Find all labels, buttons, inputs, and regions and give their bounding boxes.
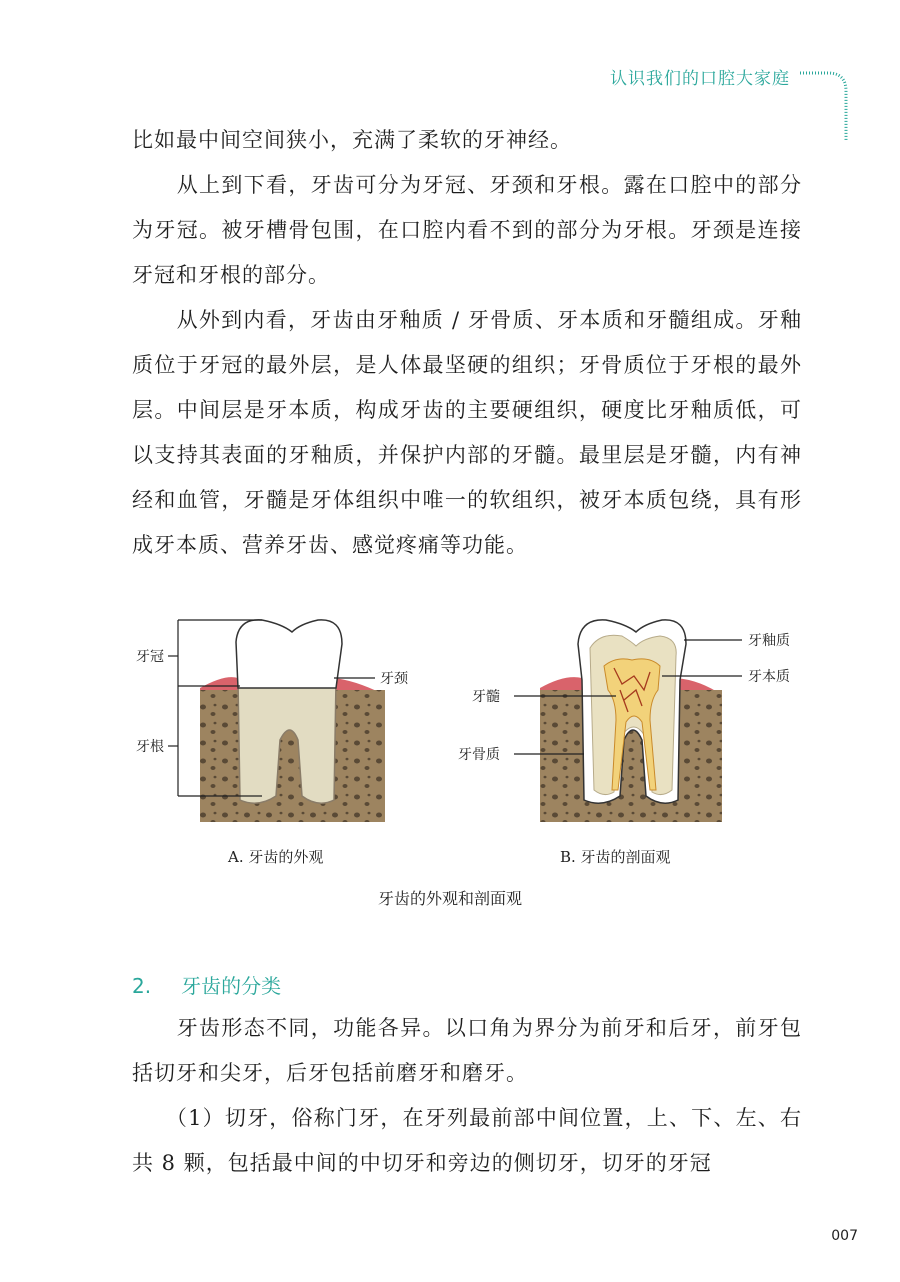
page-number: 007 xyxy=(831,1228,858,1244)
paragraph-5: （1）切牙，俗称门牙，在牙列最前部中间位置，上、下、左、右共 8 颗，包括最中间的中切牙和旁边的侧切牙，切牙的牙冠 xyxy=(132,1106,802,1175)
figure-title: 牙齿的外观和剖面观 xyxy=(377,889,522,908)
label-crown: 牙冠 xyxy=(136,649,164,665)
caption-b: B. 牙齿的剖面观 xyxy=(560,848,671,866)
label-root: 牙根 xyxy=(136,739,164,755)
label-neck: 牙颈 xyxy=(380,671,408,687)
running-header: 认识我们的口腔大家庭 xyxy=(610,69,790,89)
label-pulp: 牙髓 xyxy=(472,689,500,705)
paragraph-2: 从上到下看，牙齿可分为牙冠、牙颈和牙根。露在口腔中的部分为牙冠。被牙槽骨包围，在口腔内看不到的部分为牙根。牙颈是连接牙冠和牙根的部分。 xyxy=(132,173,802,287)
caption-a: A. 牙齿的外观 xyxy=(228,848,324,866)
tooth-figure xyxy=(0,600,900,840)
paragraph-3: 从外到内看，牙齿由牙釉质 / 牙骨质、牙本质和牙髓组成。牙釉质位于牙冠的最外层，是人体最坚硬的组织；牙骨质位于牙根的最外层。中间层是牙本质，构成牙齿的主要硬组织，硬度比牙釉质低，可以支持其表面的牙釉质，并保护内部的牙髓。最里层是牙髓，内有神经和血管，牙髓是牙体组织中唯一的软组织，被牙本质包绕，具有形成牙本质、营养牙齿、感觉疼痛等功能。 xyxy=(132,308,802,557)
section-number: 2. xyxy=(132,974,152,998)
tooth-section-illustration xyxy=(458,620,790,822)
paragraph-1: 比如最中间空间狭小，充满了柔软的牙神经。 xyxy=(132,128,572,152)
label-dentin: 牙本质 xyxy=(748,669,790,685)
section-heading xyxy=(132,970,281,999)
label-cementum: 牙骨质 xyxy=(458,747,500,763)
tooth-crown xyxy=(236,620,342,688)
paragraph-4: 牙齿形态不同，功能各异。以口角为界分为前牙和后牙，前牙包括切牙和尖牙，后牙包括前磨牙和磨牙。 xyxy=(132,1016,802,1085)
section-title: 牙齿的分类 xyxy=(181,974,282,998)
tooth-exterior-illustration xyxy=(136,620,409,822)
label-enamel: 牙釉质 xyxy=(748,633,790,649)
